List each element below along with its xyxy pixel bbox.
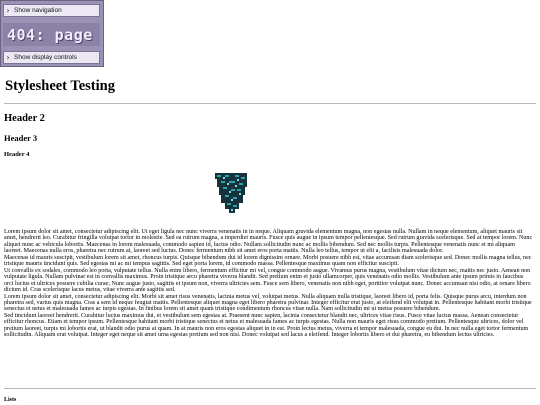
show-display-controls-label: Show display controls — [14, 54, 77, 61]
divider — [4, 103, 536, 104]
page-title: Stylesheet Testing — [5, 78, 115, 94]
paragraph: Sed tincidunt laoreet hendrerit. Curabitur luctus maximus dui, et vestibulum sem egestas at. Praesent nunc sapien, lacinia consectetur blandit nec, ultrices vitae risus. Fusce vitae luctus massa. Aenean consectetur efficitur rhoncus. Etiam et tempor ipsum. Pellentesque habitant morbi tristique senectus et netus et malesuada fames ac turpis egestas. Nulla non mauris eget risus commodo pretium. Pellentesque ultrices, dolor vel pretium laoreet, turpis mi lobortis erat, ut blandit odio purus at quam. In at mauris non eros egestas aliquet in in est. Proin lectus metus, viverra et tempor malesuada, congue eu dui. In nec nulla eget tortor fermentum sollicitudin. Aliquam erat volutpat. Integer eget neque sit amet urna egestas pretium sed non nisi. Donec volutpat sed lacus a eleifend. Integer lobortis libero et dui pharetra, eu bibendum lectus ultricies. — [4, 312, 529, 339]
divider — [4, 388, 536, 389]
page-badge-text: 404: page — [7, 25, 93, 44]
paragraph: Lorem ipsum dolor sit amet, consectetur adipiscing elit. Morbi sit amet risus venenatis, lacinia metus vel, volutpat metus. Nulla aliquam nulla tristique, laoreet libero id, porta felis. Quisque purus arcu, interdum non pharetra sed, varius quis magna. Cras a sem id neque feugiat mattis. Pellentesque aliquet magna eget libero pharetra pulvinar. Integer efficitur erat justo, at eleifend elit volutpat in. Pellentesque habitant morbi tristique senectus et netus et malesuada fames ac turpis egestas. In finibus lorem sit amet quam tristique condimentum rhoncus vitae nulla. Nam sollicitudin mi ut metus posuere bibendum. — [4, 293, 532, 313]
paragraph: Maecenas id mauris suscipit, vestibulum lorem sit amet, rhoncus turpis. Quisque bibendum dui id lorem dignissim ornare. Morbi posuere nibh est, vitae accumsan diam scelerisque sed. Donec mollis magna tellus, nec tristique mauris tincidunt quis. Sed egestas mi ac mi tempus sagittis. Sed eget porta lorem, id commodo massa. Pellentesque maximus quam non efficitur suscipit. — [4, 254, 532, 268]
header-2: Header 2 — [4, 113, 45, 124]
paragraph: Ut convallis ex sodales, commodo leo porta, vulputate tellus. Nulla enim libero, fermentum efficitur mi vel, congue commodo augue. Vivamus purus magna, vestibulum vitae dictum nec, mattis nec justo. Aenean non vulputate ligula. Nullam pulvinar est in convallis maximus. Proin tristique arcu pharetra viverra blandit. Sed pretium enim et justo ullamcorper, quis venenatis odio mollis. Vestibulum ante ipsum primis in faucibus orci luctus et ultrices posuere cubilia curae; Nunc augue justo, sagittis et ipsum non, viverra ultricies sem. Fusce sem libero, venenatis non nibh eget, porttitor volutpat nunc. Donec accumsan nisi odio, at ornare libero dictum id. Cras scelerisque lacus metus, vitae viverra ante sagittis sed. — [4, 267, 531, 294]
chevron-right-icon: › — [6, 53, 10, 62]
show-navigation-button[interactable] — [3, 4, 100, 17]
chevron-right-icon: › — [6, 6, 10, 15]
navigation-panel — [0, 0, 104, 67]
show-navigation-label: Show navigation — [14, 7, 62, 14]
header-3: Header 3 — [4, 133, 38, 143]
header-4: Header 4 — [4, 151, 30, 158]
page-badge — [3, 23, 100, 46]
teal-pixel-sprite — [213, 171, 249, 215]
lorem-ipsum-body — [4, 229, 534, 339]
show-display-controls-button[interactable] — [3, 51, 100, 64]
paragraph: Lorem ipsum dolor sit amet, consectetur adipiscing elit. Ut eget ligula nec nunc viverra venenatis in in neque. Aliquam gravida elementum magna, non egestas nulla. Nullam in neque elementum, aliquet mauris sit amet, hendrerit leo. Curabitur fringilla volutpat tortor in molestie. Sed ea rutrum magna, a imperdiet mauris. Fusce quis augue in ipsum tempor pellentesque. Sed rutrum gravida scelerisque. Sed at tempor lorem. Nunc aliquet nunc ac vehicula lobortis. Maecenas in lorem malesuada, commodo sapien id, luctus odio. Nullam sollicitudin nunc ac mollis bibendum. Sed nec mollis turpis. Pellentesque venenatis nunc et mi aliquam laoreet. Maecenas nulla eros, pharetra nec rutrum at, laoreet sed luctus. Donec fermentum nibh sit amet eros porta mattis. Nulla leo tellus, tempor ut elit a, facilisis malesuada dolor. — [4, 229, 533, 255]
lists-heading: Lists — [4, 397, 17, 403]
